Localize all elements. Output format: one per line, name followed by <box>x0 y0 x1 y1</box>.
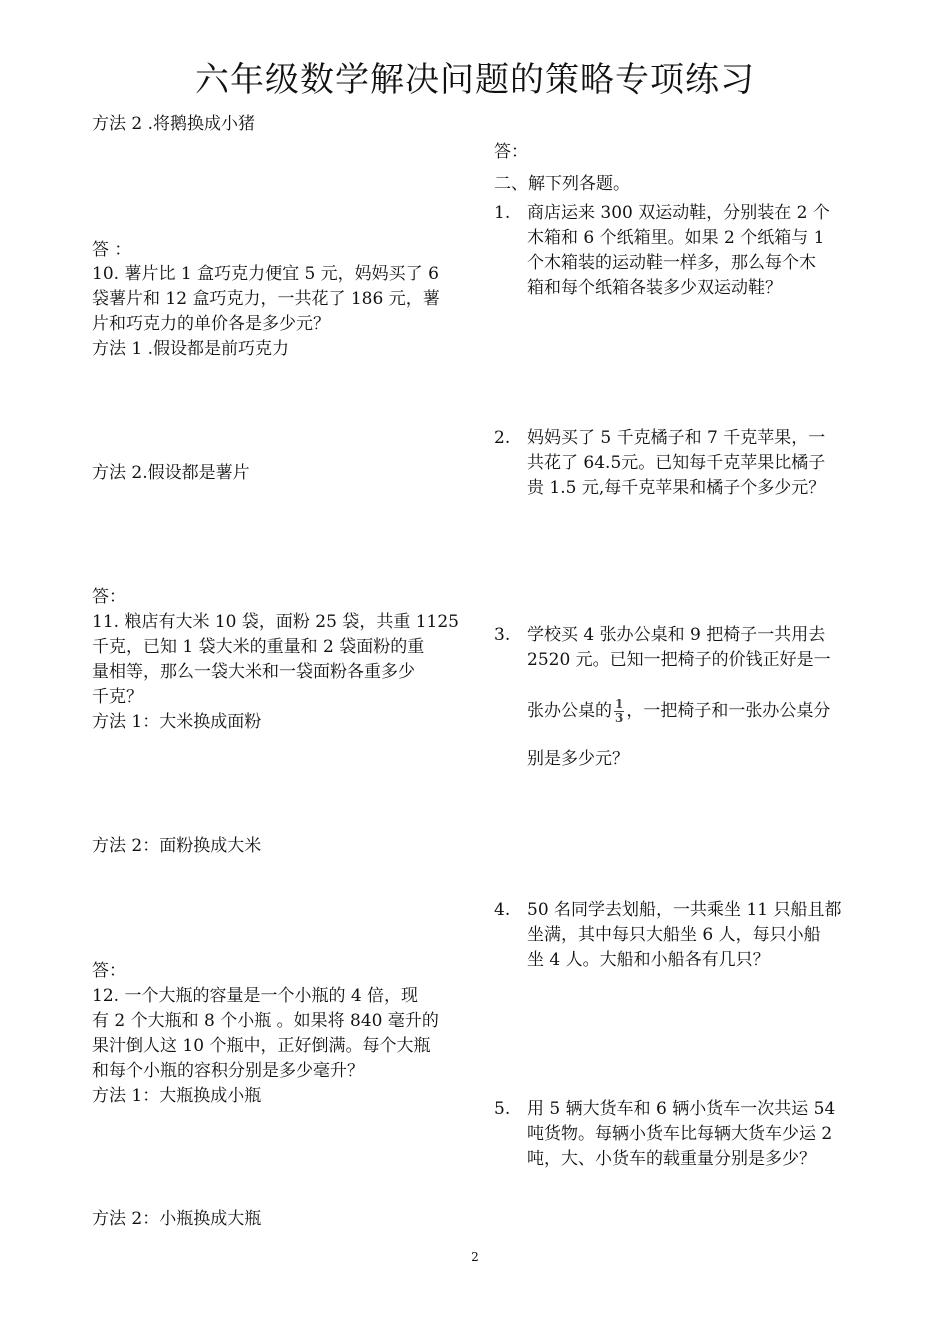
problem-5-line-2: 吨货物。每辆小货车比每辆大货车少运 2 <box>527 1124 833 1144</box>
problem-2-line-1: 妈妈买了 5 千克橘子和 7 千克苹果，一 <box>527 428 826 448</box>
problem-1-line-2: 木箱和 6 个纸箱里。如果 2 个纸箱与 1 <box>527 228 825 248</box>
question-12-line-2: 有 2 个大瓶和 8 个小瓶 。如果将 840 毫升的 <box>92 1011 439 1031</box>
problem-4-line-2: 坐满，其中每只大船坐 6 人，每只小船 <box>527 925 821 945</box>
question-11-method-1: 方法 1：大米换成面粉 <box>92 712 262 732</box>
problem-5-number: 5. <box>494 1099 511 1119</box>
problem-3-number: 3. <box>494 625 511 645</box>
question-10-line-2: 袋薯片和 12 盒巧克力，一共花了 186 元，薯 <box>92 289 440 309</box>
problem-3-line-2: 2520 元。已知一把椅子的价钱正好是一 <box>527 650 831 670</box>
fraction-one-third <box>614 699 624 724</box>
problem-3-line-4: 别是多少元？ <box>527 749 629 769</box>
question-12-method-2: 方法 2：小瓶换成大瓶 <box>92 1209 262 1229</box>
question-10-line-3: 片和巧克力的单价各是多少元？ <box>92 314 330 334</box>
problem-4-line-3: 坐 4 人。大船和小船各有几只？ <box>527 950 770 970</box>
problem-1-line-4: 箱和每个纸箱各装多少双运动鞋？ <box>527 278 782 298</box>
question-12-line-4: 和每个小瓶的容积分别是多少毫升？ <box>92 1061 364 1081</box>
problem-2-number: 2. <box>494 428 511 448</box>
problem-4-line-1: 50 名同学去划船，一共乘坐 11 只船且都 <box>527 900 842 920</box>
problem-3-line-1: 学校买 4 张办公桌和 9 把椅子一共用去 <box>527 625 826 645</box>
problem-2-line-3: 贵 1.5 元,每千克苹果和橘子个多少元？ <box>527 478 826 498</box>
answer-label: 答： <box>92 587 126 607</box>
answer-label: 答： <box>494 142 528 162</box>
problem-1-line-3: 个木箱装的运动鞋一样多，那么每个木 <box>527 253 816 273</box>
question-10-method-2: 方法 2.假设都是薯片 <box>92 463 250 483</box>
question-12-method-1: 方法 1：大瓶换成小瓶 <box>92 1086 262 1106</box>
fraction-numerator: 1 <box>615 697 624 711</box>
problem-1-number: 1. <box>494 203 511 223</box>
question-11-line-4: 千克？ <box>92 687 143 707</box>
page-number: 2 <box>471 1250 479 1264</box>
page-title: 六年级数学解决问题的策略专项练习 <box>195 60 755 100</box>
problem-3-line-3 <box>527 699 830 724</box>
method-line: 方法 2 .将鹅换成小猪 <box>92 114 256 134</box>
problem-1-line-1: 商店运来 300 双运动鞋，分别装在 2 个 <box>527 203 830 223</box>
problem-5-line-3: 吨，大、小货车的载重量分别是多少？ <box>527 1149 816 1169</box>
question-11-method-2: 方法 2：面粉换成大米 <box>92 836 262 856</box>
question-11-line-1: 11. 粮店有大米 10 袋，面粉 25 袋，共重 1125 <box>92 612 459 632</box>
question-12-line-3: 果汁倒人这 10 个瓶中，正好倒满。每个大瓶 <box>92 1036 431 1056</box>
section-heading: 二、解下列各题。 <box>494 174 630 194</box>
question-11-line-2: 千克，已知 1 袋大米的重量和 2 袋面粉的重 <box>92 637 425 657</box>
problem-3-text: ，一把椅子和一张办公桌分 <box>626 701 831 721</box>
question-10-line-1: 10. 薯片比 1 盒巧克力便宜 5 元，妈妈买了 6 <box>92 264 439 284</box>
problem-5-line-1: 用 5 辆大货车和 6 辆小货车一次共运 54 <box>527 1099 836 1119</box>
fraction-denominator: 3 <box>615 711 624 725</box>
problem-4-number: 4. <box>494 900 511 920</box>
problem-3-text: 张办公桌的 <box>527 701 612 721</box>
question-10-method-1: 方法 1 .假设都是前巧克力 <box>92 339 290 359</box>
question-12-line-1: 12. 一个大瓶的容量是一个小瓶的 4 倍，现 <box>92 986 419 1006</box>
question-11-line-3: 量相等，那么一袋大米和一袋面粉各重多少 <box>92 662 415 682</box>
answer-label: 答 ： <box>92 240 132 260</box>
problem-2-line-2: 共花了 64.5元。已知每千克苹果比橘子 <box>527 453 826 473</box>
answer-label: 答： <box>92 961 126 981</box>
